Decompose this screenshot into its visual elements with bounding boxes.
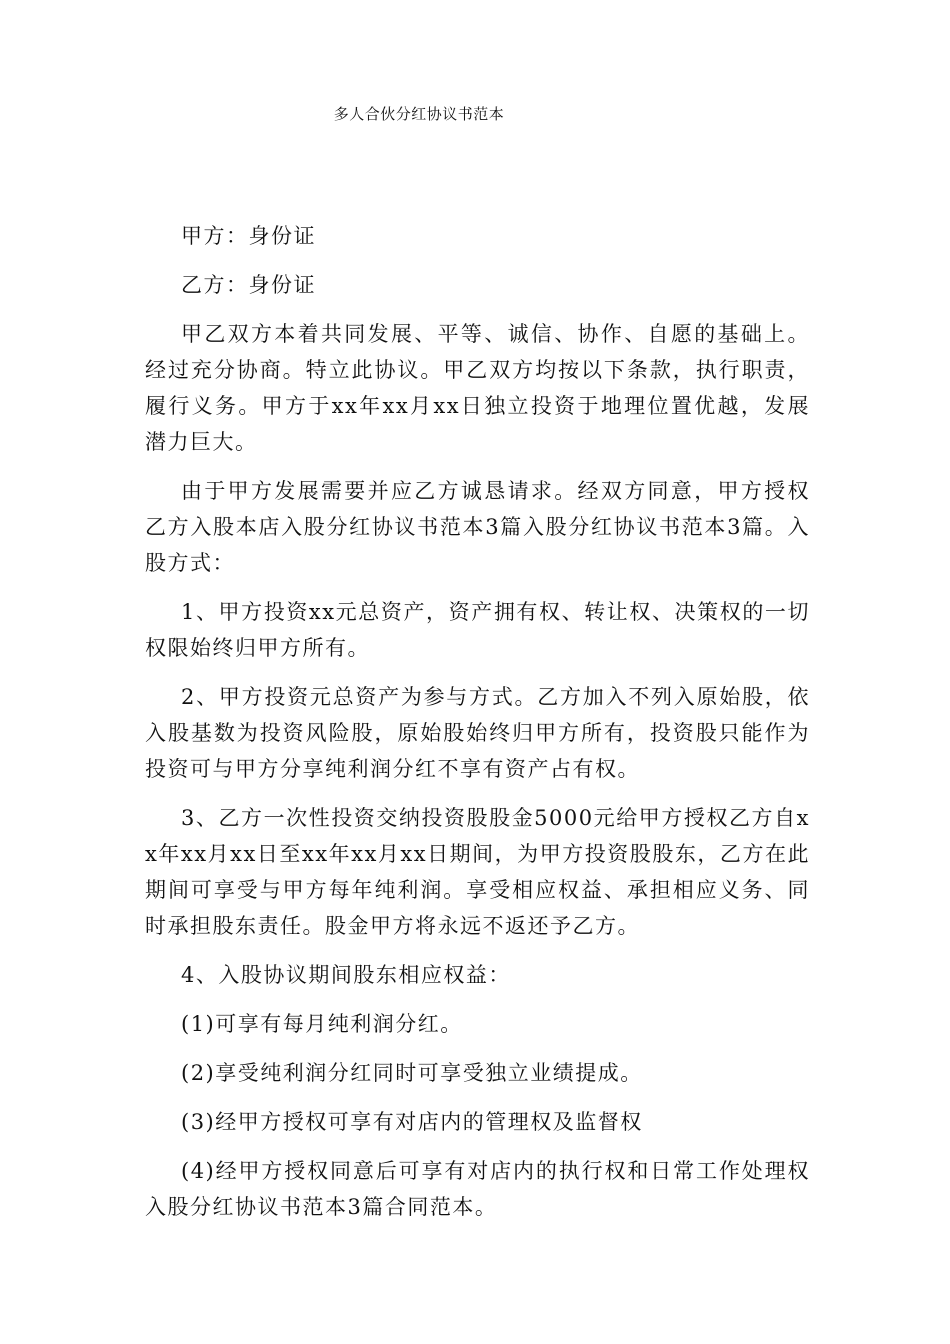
clause-3: 3、乙方一次性投资交纳投资股股金5000元给甲方授权乙方自xx年xx月xx日至xx年xx月xx日期间，为甲方投资股股东，乙方在此期间可享受与甲方每年纯利润。享受相应权益、承担相应义务、同时承担股东责任。股金甲方将永远不返还予乙方。: [145, 806, 810, 938]
party-b-line: 乙方：身份证: [181, 273, 316, 297]
preamble-paragraph: 甲乙双方本着共同发展、平等、诚信、协作、自愿的基础上。经过充分协商。特立此协议。甲乙双方均按以下条款，执行职责，履行义务。甲方于xx年xx月xx日独立投资于地理位置优越，发展潜力巨大。: [145, 322, 810, 454]
party-a-line: 甲方：身份证: [181, 224, 316, 248]
clause-4-item-2: (2)享受纯利润分红同时可享受独立业绩提成。: [181, 1061, 643, 1085]
clause-2: 2、甲方投资元总资产为参与方式。乙方加入不列入原始股，依入股基数为投资风险股，原始股始终归甲方所有，投资股只能作为投资可与甲方分享纯利润分红不享有资产占有权。: [145, 685, 810, 781]
clause-4: 4、入股协议期间股东相应权益：: [181, 963, 511, 987]
clause-4-item-3: (3)经甲方授权可享有对店内的管理权及监督权: [181, 1110, 643, 1134]
clause-4-item-4: (4)经甲方授权同意后可享有对店内的执行权和日常工作处理权入股分红协议书范本3篇合同范本。: [145, 1159, 810, 1219]
clause-1: 1、甲方投资xx元总资产，资产拥有权、转让权、决策权的一切权限始终归甲方所有。: [145, 600, 810, 660]
clause-4-item-1: (1)可享有每月纯利润分红。: [181, 1012, 463, 1036]
document-body: [145, 218, 810, 1238]
authorization-paragraph: 由于甲方发展需要并应乙方诚恳请求。经双方同意，甲方授权乙方入股本店入股分红协议书范本3篇入股分红协议书范本3篇。入股方式：: [145, 479, 810, 575]
document-title: 多人合伙分红协议书范本: [333, 105, 505, 123]
